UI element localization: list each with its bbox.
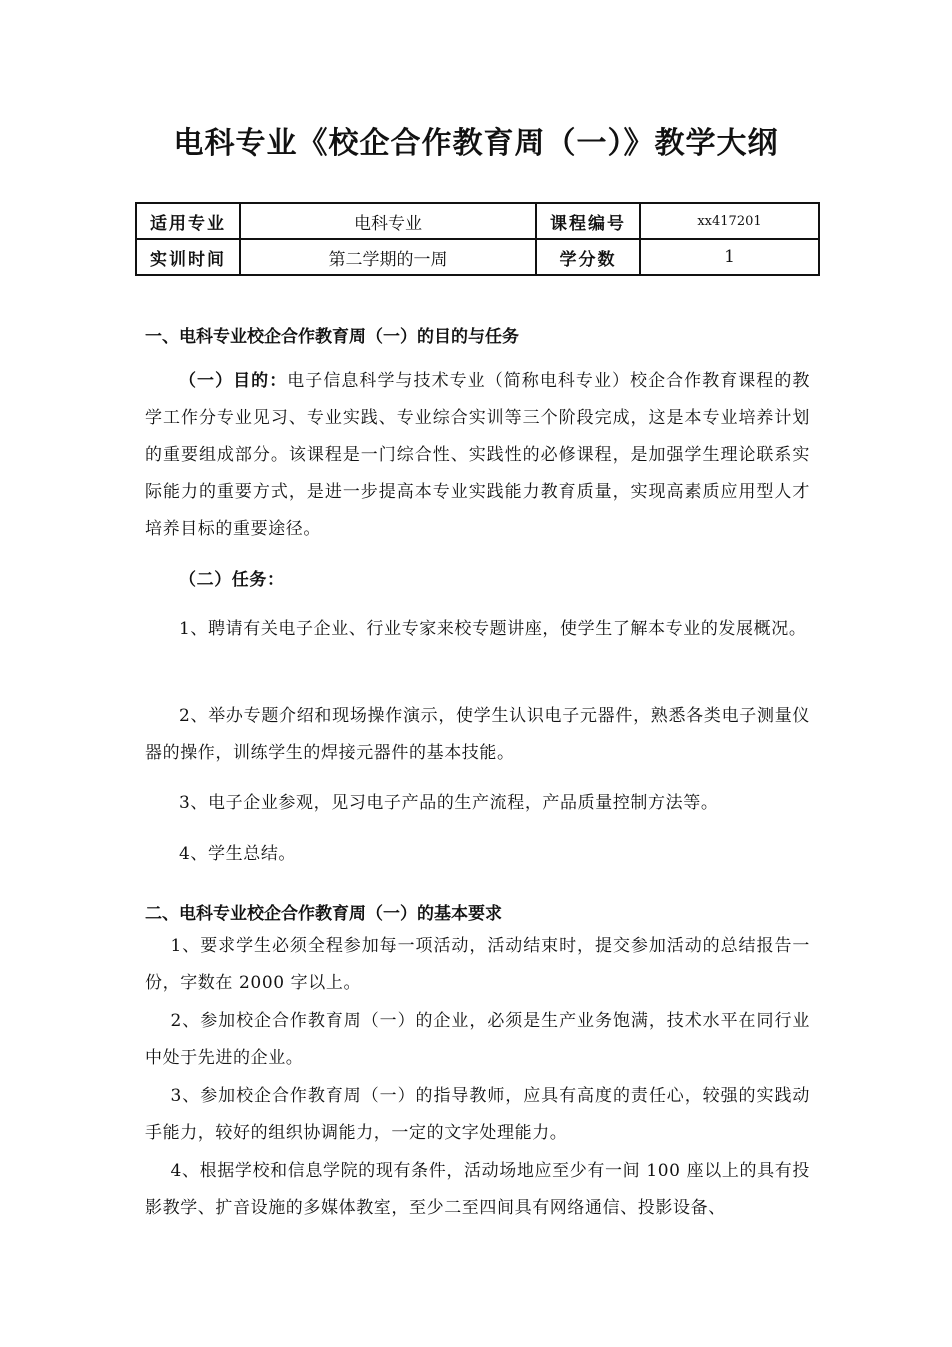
credits-label: 学分数 (536, 239, 640, 275)
task-label: （二）任务： (179, 570, 285, 590)
table-row (136, 203, 819, 239)
task-item-2: 2、举办专题介绍和现场操作演示，使学生认识电子元器件，熟悉各类电子测量仪器的操作，训练学生的焊接元器件的基本技能。 (145, 706, 810, 763)
training-time-value: 第二学期的一周 (240, 239, 536, 275)
purpose-label: （一）目的： (179, 371, 288, 391)
task-item-1: 1、聘请有关电子企业、行业专家来校专题讲座，使学生了解本专业的发展概况。 (179, 619, 807, 639)
requirement-item-1: 1、要求学生必须全程参加每一项活动，活动结束时，提交参加活动的总结报告一份，字数在 2000 字以上。 (145, 936, 810, 993)
section2-heading: 二、电科专业校企合作教育周（一）的基本要求 (145, 904, 502, 924)
course-info-table (135, 202, 820, 276)
section1-heading: 一、电科专业校企合作教育周（一）的目的与任务 (145, 327, 519, 347)
task-item-4: 4、学生总结。 (179, 844, 297, 864)
major-value: 电科专业 (240, 203, 536, 239)
purpose-paragraph (145, 363, 810, 548)
major-label: 适用专业 (136, 203, 240, 239)
course-code-label: 课程编号 (536, 203, 640, 239)
task-item-3: 3、电子企业参观，见习电子产品的生产流程，产品质量控制方法等。 (179, 793, 719, 813)
purpose-text: 电子信息科学与技术专业（简称电科专业）校企合作教育课程的教学工作分专业见习、专业实践、专业综合实训等三个阶段完成，这是本专业培养计划的重要组成部分。该课程是一门综合性、实践性的必修课程，是加强学生理论联系实际能力的重要方式，是进一步提高本专业实践能力教育质量，实现高素质应用型人才培养目标的重要途径。 (145, 371, 810, 539)
table-row (136, 239, 819, 275)
requirement-item-4: 4、根据学校和信息学院的现有条件，活动场地应至少有一间 100 座以上的具有投影教学、扩音设施的多媒体教室，至少二至四间具有网络通信、投影设备、 (145, 1161, 810, 1218)
document-title: 电科专业《校企合作教育周（一）》教学大纲 (173, 126, 779, 161)
training-time-label: 实训时间 (136, 239, 240, 275)
requirement-item-2: 2、参加校企合作教育周（一）的企业，必须是生产业务饱满，技术水平在同行业中处于先进的企业。 (145, 1011, 810, 1068)
requirement-item-3: 3、参加校企合作教育周（一）的指导教师，应具有高度的责任心，较强的实践动手能力，较好的组织协调能力，一定的文字处理能力。 (145, 1086, 810, 1143)
course-code-value: xx417201 (640, 203, 819, 239)
credits-value: 1 (640, 239, 819, 275)
